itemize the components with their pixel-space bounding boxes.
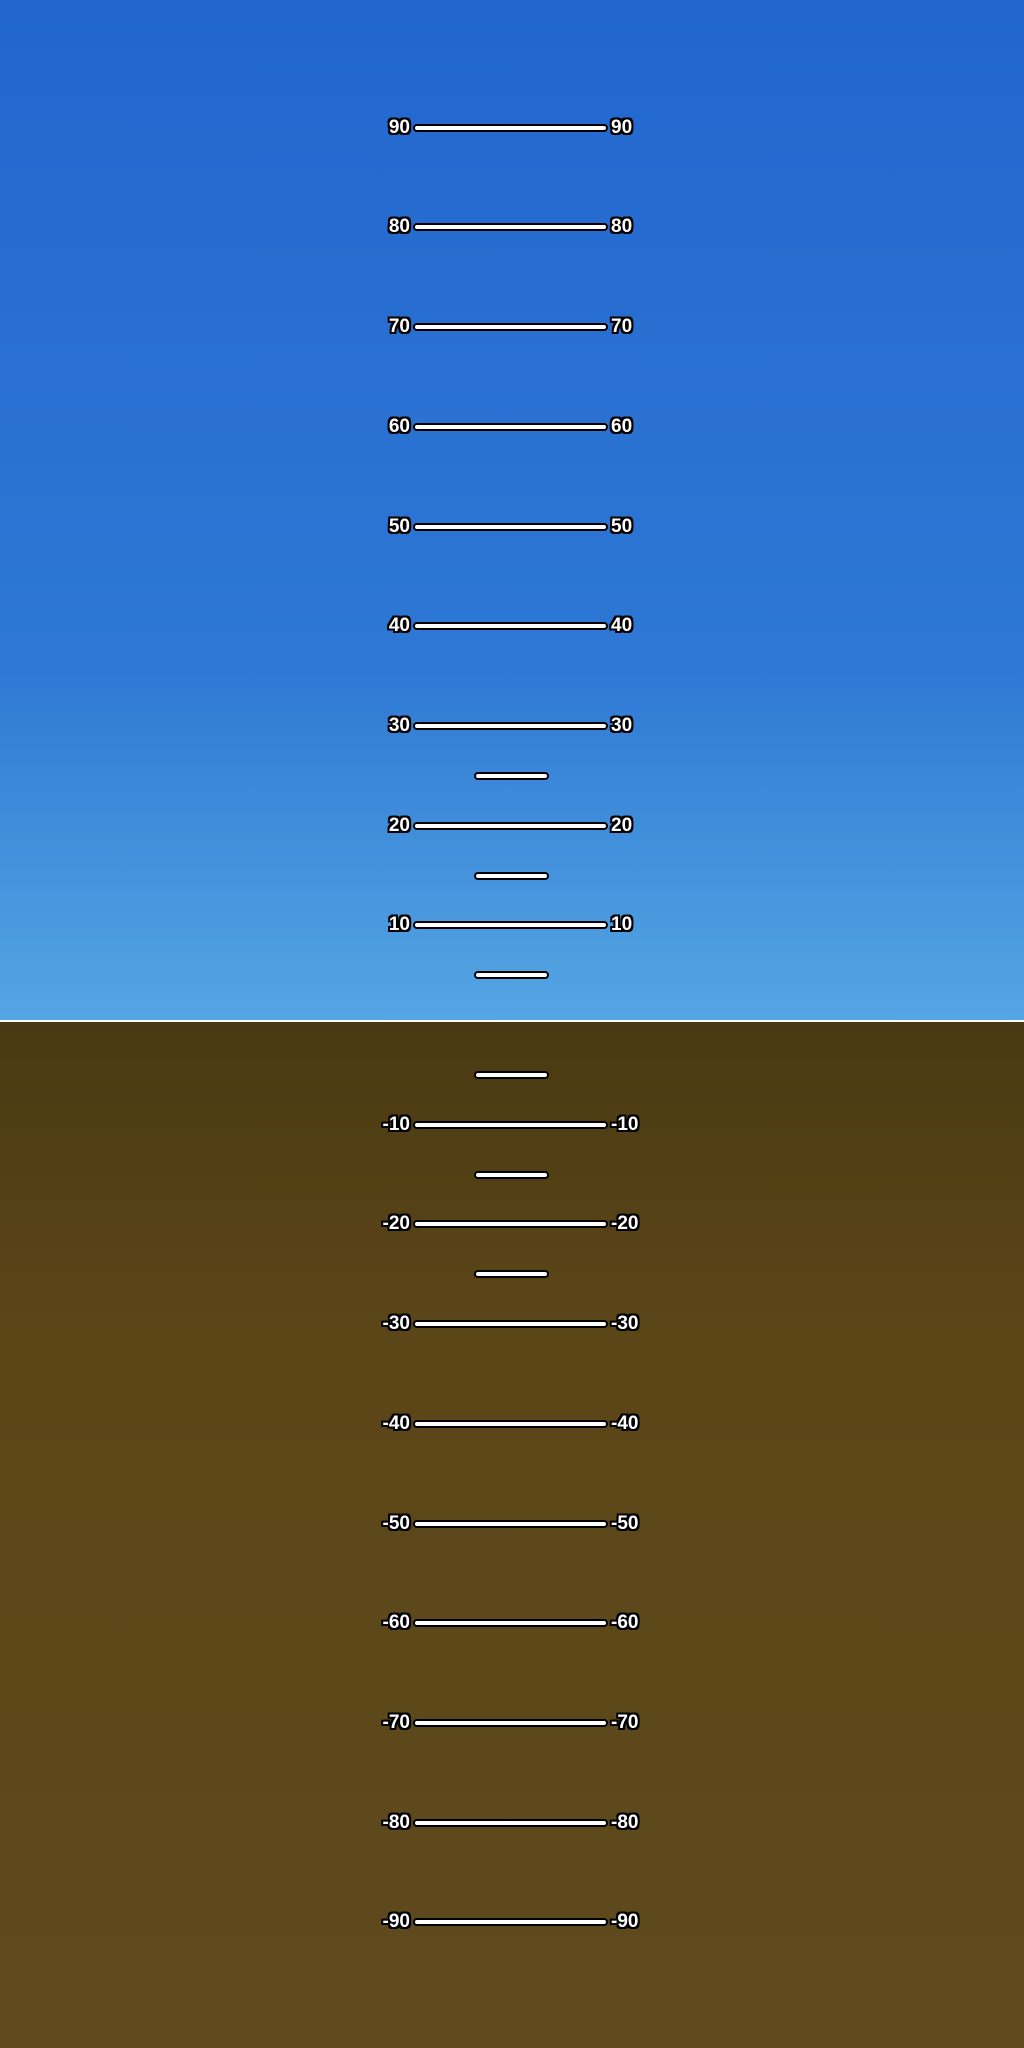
pitch-line-bar	[413, 323, 608, 331]
pitch-line-bar	[413, 223, 608, 231]
pitch-label-left: 40	[388, 615, 410, 637]
pitch-line-row	[352, 912, 669, 938]
pitch-label-right: 60	[611, 415, 633, 437]
pitch-line-row	[352, 1112, 669, 1138]
pitch-line-bar	[413, 523, 608, 531]
pitch-line-row	[352, 1810, 669, 1836]
pitch-minor-bar	[474, 772, 549, 780]
pitch-label-left: -50	[382, 1512, 410, 1534]
pitch-label-left: -70	[382, 1711, 410, 1733]
pitch-line-bar	[413, 1420, 608, 1428]
pitch-line-row	[352, 1511, 669, 1537]
pitch-line-bar	[413, 1619, 608, 1627]
pitch-line-bar	[413, 423, 608, 431]
pitch-line-row	[352, 1311, 669, 1337]
pitch-line-row	[352, 1411, 669, 1437]
pitch-line-row	[352, 214, 669, 240]
pitch-line-bar	[413, 1320, 608, 1328]
pitch-minor-bar	[474, 1270, 549, 1278]
pitch-label-right: 20	[611, 814, 633, 836]
pitch-label-left: -10	[382, 1113, 410, 1135]
pitch-line-bar	[413, 1520, 608, 1528]
pitch-line-row	[352, 1610, 669, 1636]
pitch-label-right: 30	[611, 714, 633, 736]
pitch-line-bar	[413, 722, 608, 730]
pitch-label-left: -40	[382, 1412, 410, 1434]
pitch-label-right: 80	[611, 216, 633, 238]
pitch-line-row	[352, 414, 669, 440]
pitch-label-right: 90	[611, 116, 633, 138]
pitch-line-row	[352, 1909, 669, 1935]
pitch-label-left: -60	[382, 1612, 410, 1634]
pitch-label-right: -70	[611, 1711, 639, 1733]
pitch-label-right: -50	[611, 1512, 639, 1534]
pitch-line-row	[352, 613, 669, 639]
pitch-line-bar	[413, 1220, 608, 1228]
pitch-label-left: 30	[388, 714, 410, 736]
pitch-label-right: -40	[611, 1412, 639, 1434]
pitch-line-bar	[413, 1918, 608, 1926]
pitch-line-bar	[413, 1819, 608, 1827]
pitch-label-right: -90	[611, 1911, 639, 1933]
pitch-label-left: 50	[388, 515, 410, 537]
pitch-label-left: 60	[388, 415, 410, 437]
pitch-label-left: 70	[388, 316, 410, 338]
pitch-label-right: 40	[611, 615, 633, 637]
pitch-line-bar	[413, 622, 608, 630]
pitch-label-left: 20	[388, 814, 410, 836]
pitch-line-row	[352, 713, 669, 739]
pitch-line-row	[352, 514, 669, 540]
pitch-label-right: -10	[611, 1113, 639, 1135]
pitch-label-left: -80	[382, 1811, 410, 1833]
pitch-line-bar	[413, 921, 608, 929]
pitch-line-bar	[413, 124, 608, 132]
pitch-minor-bar	[474, 1171, 549, 1179]
pitch-label-left: -90	[382, 1911, 410, 1933]
pitch-label-right: 50	[611, 515, 633, 537]
pitch-label-left: -20	[382, 1213, 410, 1235]
pitch-label-left: 10	[388, 914, 410, 936]
pitch-label-left: 80	[388, 216, 410, 238]
pitch-label-right: -80	[611, 1811, 639, 1833]
pitch-label-left: 90	[388, 116, 410, 138]
pitch-label-right: 70	[611, 316, 633, 338]
pitch-minor-bar	[474, 1071, 549, 1079]
pitch-line-row	[352, 115, 669, 141]
pitch-label-right: -30	[611, 1313, 639, 1335]
pitch-line-bar	[413, 1719, 608, 1727]
pitch-line-bar	[413, 822, 608, 830]
pitch-line-row	[352, 314, 669, 340]
pitch-minor-bar	[474, 872, 549, 880]
pitch-label-right: -60	[611, 1612, 639, 1634]
pitch-line-row	[352, 813, 669, 839]
pitch-label-left: -30	[382, 1313, 410, 1335]
pitch-minor-bar	[474, 971, 549, 979]
pitch-label-right: 10	[611, 914, 633, 936]
pitch-line-bar	[413, 1121, 608, 1129]
pitch-line-row	[352, 1710, 669, 1736]
pitch-line-row	[352, 1211, 669, 1237]
pitch-label-right: -20	[611, 1213, 639, 1235]
